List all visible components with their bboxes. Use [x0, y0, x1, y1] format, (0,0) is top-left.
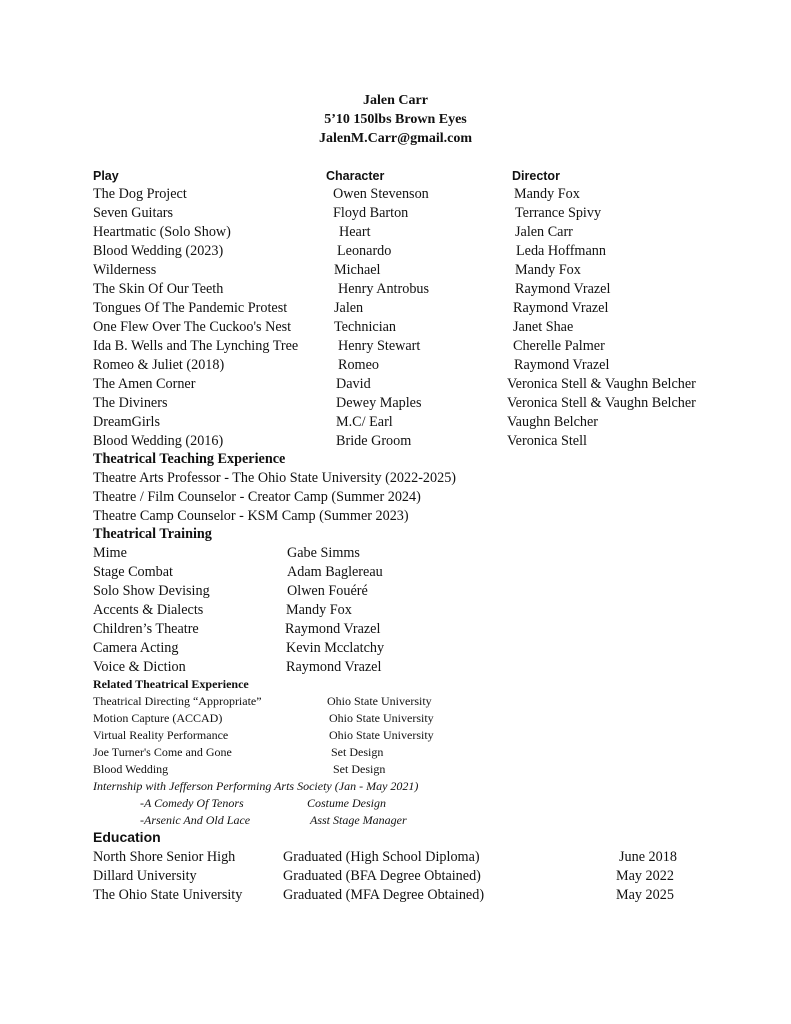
- credit-play: DreamGirls: [93, 414, 160, 430]
- related-item: Joe Turner's Come and Gone: [93, 745, 232, 759]
- credit-character: Owen Stevenson: [333, 186, 429, 202]
- section-title-education: Education: [93, 829, 161, 845]
- credit-character: David: [336, 376, 371, 392]
- credit-play: The Skin Of Our Teeth: [93, 281, 224, 297]
- credit-director: Leda Hoffmann: [516, 243, 606, 259]
- training-skill: Camera Acting: [93, 640, 179, 656]
- education-date: June 2018: [619, 849, 677, 865]
- credit-director: Veronica Stell: [507, 433, 587, 449]
- training-teacher: Mandy Fox: [286, 602, 352, 618]
- related-item: Theatrical Directing “Appropriate”: [93, 694, 262, 708]
- credit-play: Romeo & Juliet (2018): [93, 357, 225, 373]
- education-date: May 2025: [616, 887, 674, 903]
- credit-character: Bride Groom: [336, 433, 412, 449]
- col-header-character: Character: [326, 169, 385, 183]
- credit-character: Michael: [334, 262, 381, 278]
- related-item-detail: Set Design: [331, 745, 384, 759]
- credit-character: Dewey Maples: [336, 395, 422, 411]
- training-teacher: Olwen Fouéré: [287, 583, 368, 599]
- related-item: Blood Wedding: [93, 762, 169, 776]
- credit-play: Ida B. Wells and The Lynching Tree: [93, 338, 299, 354]
- education-degree: Graduated (BFA Degree Obtained): [283, 868, 481, 884]
- credit-character: Heart: [339, 224, 371, 240]
- internship-item: -A Comedy Of Tenors: [140, 796, 244, 810]
- credit-play: One Flew Over The Cuckoo's Nest: [93, 319, 292, 335]
- credit-character: Henry Antrobus: [338, 281, 430, 297]
- credit-director: Janet Shae: [513, 319, 574, 335]
- credit-play: Wilderness: [93, 262, 157, 278]
- training-teacher: Raymond Vrazel: [285, 621, 381, 637]
- credit-character: Leonardo: [337, 243, 392, 259]
- related-item: Motion Capture (ACCAD): [93, 711, 223, 725]
- teaching-item: Theatre Camp Counselor - KSM Camp (Summer 2023): [93, 508, 409, 524]
- related-item-detail: Set Design: [333, 762, 386, 776]
- training-skill: Accents & Dialects: [93, 602, 204, 618]
- internship-line: Internship with Jefferson Performing Arts Society (Jan - May 2021): [93, 779, 419, 793]
- credit-play: Blood Wedding (2023): [93, 243, 224, 259]
- training-skill: Stage Combat: [93, 564, 173, 580]
- credit-play: Tongues Of The Pandemic Protest: [93, 300, 288, 316]
- training-skill: Solo Show Devising: [93, 583, 210, 599]
- credit-character: Henry Stewart: [338, 338, 421, 354]
- credit-play: The Amen Corner: [93, 376, 196, 392]
- credit-director: Vaughn Belcher: [507, 414, 599, 430]
- training-skill: Children’s Theatre: [93, 621, 199, 637]
- internship-item: -Arsenic And Old Lace: [140, 813, 251, 827]
- credit-director: Cherelle Palmer: [513, 338, 605, 354]
- credit-director: Raymond Vrazel: [515, 281, 611, 297]
- training-teacher: Gabe Simms: [287, 545, 360, 561]
- related-item-detail: Ohio State University: [329, 711, 434, 725]
- contact-email[interactable]: JalenM.Carr@gmail.com: [319, 131, 472, 146]
- col-header-director: Director: [512, 169, 560, 183]
- resume-name: Jalen Carr: [363, 93, 428, 108]
- related-item-detail: Ohio State University: [327, 694, 432, 708]
- credit-director: Mandy Fox: [514, 186, 580, 202]
- training-skill: Mime: [93, 545, 127, 561]
- credit-play: Blood Wedding (2016): [93, 433, 224, 449]
- education-date: May 2022: [616, 868, 674, 884]
- teaching-item: Theatre Arts Professor - The Ohio State University (2022-2025): [93, 470, 457, 486]
- credit-play: The Diviners: [93, 395, 168, 411]
- credit-play: Heartmatic (Solo Show): [93, 224, 231, 240]
- credit-character: M.C/ Earl: [336, 414, 393, 430]
- education-degree: Graduated (High School Diploma): [283, 849, 480, 865]
- education-school: The Ohio State University: [93, 887, 243, 903]
- credit-play: Seven Guitars: [93, 205, 173, 221]
- section-title-teaching: Theatrical Teaching Experience: [93, 451, 286, 467]
- training-teacher: Kevin Mcclatchy: [286, 640, 385, 656]
- credit-director: Mandy Fox: [515, 262, 581, 278]
- related-item-detail: Ohio State University: [329, 728, 434, 742]
- training-teacher: Raymond Vrazel: [286, 659, 382, 675]
- credit-director: Jalen Carr: [515, 224, 573, 240]
- training-skill: Voice & Diction: [93, 659, 186, 675]
- related-item: Virtual Reality Performance: [93, 728, 229, 742]
- section-title-related: Related Theatrical Experience: [93, 677, 249, 691]
- credit-director: Veronica Stell & Vaughn Belcher: [507, 395, 696, 411]
- credit-play: The Dog Project: [93, 186, 187, 202]
- credit-director: Raymond Vrazel: [513, 300, 609, 316]
- section-title-training: Theatrical Training: [93, 526, 212, 542]
- credit-character: Floyd Barton: [333, 205, 409, 221]
- teaching-item: Theatre / Film Counselor - Creator Camp (Summer 2024): [93, 489, 421, 505]
- training-teacher: Adam Baglereau: [287, 564, 383, 580]
- credit-director: Terrance Spivy: [515, 205, 602, 221]
- education-school: Dillard University: [93, 868, 197, 884]
- internship-item-role: Costume Design: [307, 796, 386, 810]
- credit-character: Romeo: [338, 357, 379, 373]
- education-degree: Graduated (MFA Degree Obtained): [283, 887, 485, 903]
- credit-character: Jalen: [334, 300, 364, 316]
- education-school: North Shore Senior High: [93, 849, 236, 865]
- internship-item-role: Asst Stage Manager: [310, 813, 407, 827]
- credit-director: Veronica Stell & Vaughn Belcher: [507, 376, 696, 392]
- credit-character: Technician: [334, 319, 397, 335]
- credit-director: Raymond Vrazel: [514, 357, 610, 373]
- physical-stats: 5’10 150lbs Brown Eyes: [324, 112, 467, 127]
- col-header-play: Play: [93, 169, 119, 183]
